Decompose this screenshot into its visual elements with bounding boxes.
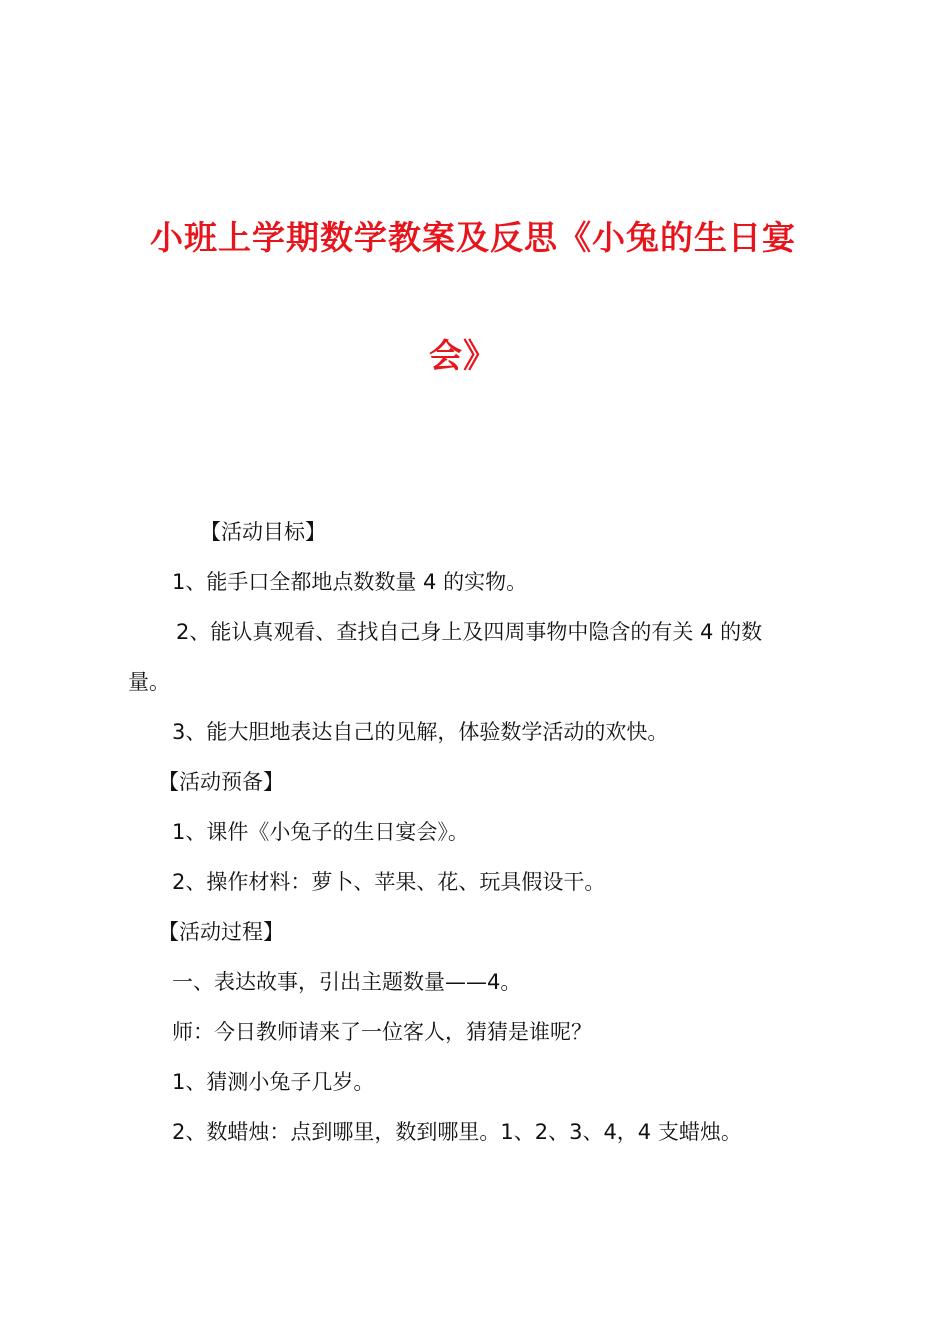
goal-item-2-continued: 量。: [128, 670, 170, 694]
goal-item-1: 1、能手口全都地点数数量 4 的实物。: [172, 570, 528, 594]
goal-item-3: 3、能大胆地表达自己的见解，体验数学活动的欢快。: [172, 720, 669, 744]
process-step-1: 一、表达故事，引出主题数量——4。: [172, 970, 522, 994]
preparation-item-1: 1、课件《小兔子的生日宴会》。: [172, 820, 469, 844]
section-heading-preparation: 【活动预备】: [158, 770, 284, 794]
process-sub-item-2: 2、数蜡烛：点到哪里，数到哪里。1、2、3、4，4 支蜡烛。: [172, 1120, 742, 1144]
document-title-line-1: 小班上学期数学教案及反思《小兔的生日宴: [150, 218, 796, 257]
preparation-item-2: 2、操作材料：萝卜、苹果、花、玩具假设干。: [172, 870, 606, 894]
section-heading-goals: 【活动目标】: [200, 520, 326, 544]
document-title-line-2: 会》: [429, 336, 497, 375]
goal-item-2: 2、能认真观看、查找自己身上及四周事物中隐含的有关 4 的数: [176, 620, 763, 644]
section-heading-process: 【活动过程】: [158, 920, 284, 944]
process-teacher-line: 师：今日教师请来了一位客人，猜猜是谁呢？: [172, 1020, 592, 1044]
process-sub-item-1: 1、猜测小兔子几岁。: [172, 1070, 375, 1094]
